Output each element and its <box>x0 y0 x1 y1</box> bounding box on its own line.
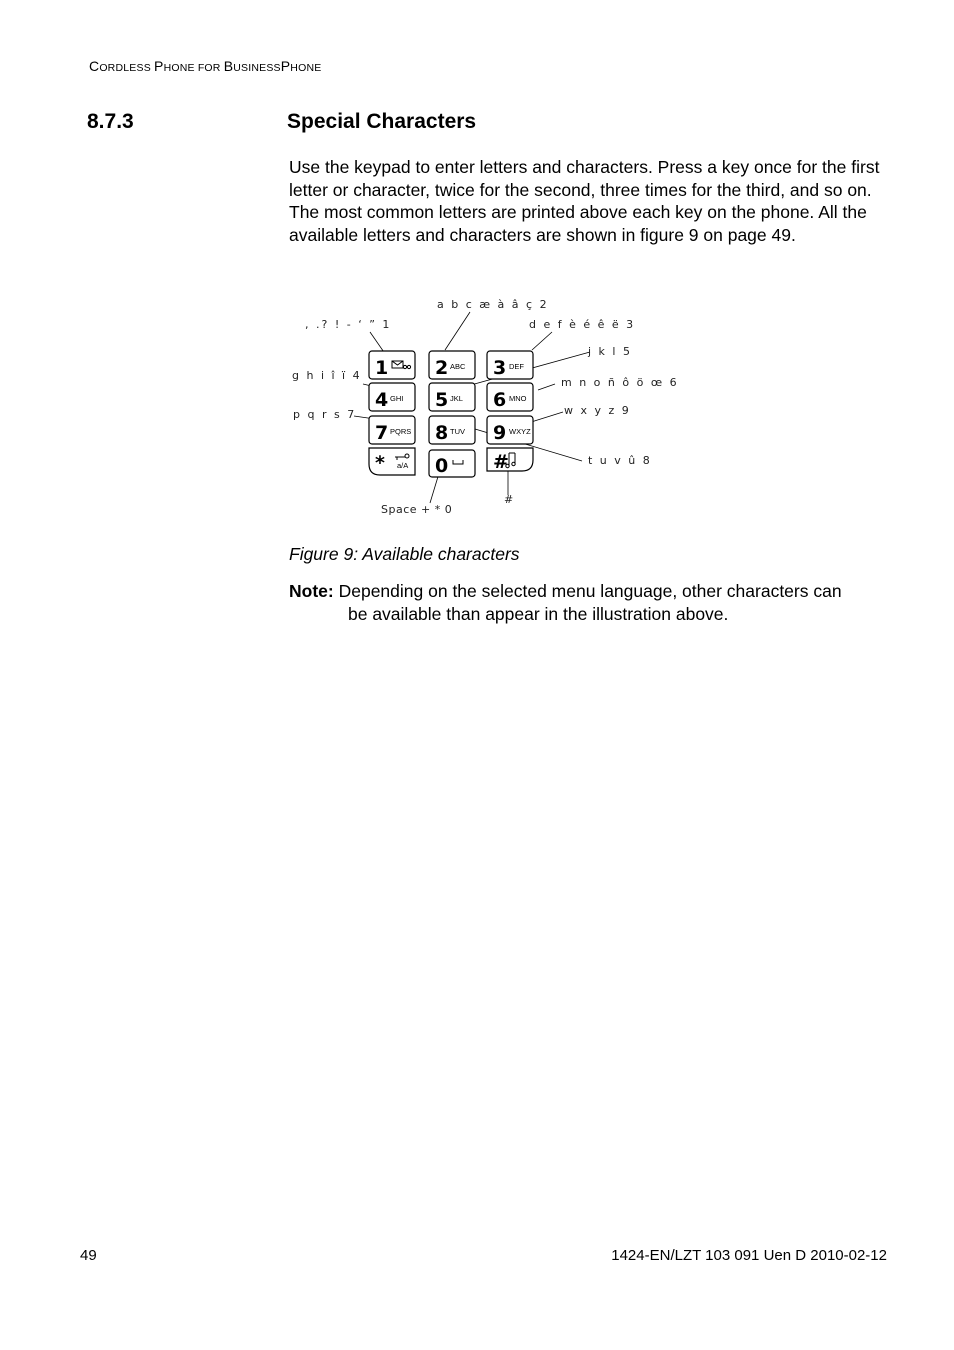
label-key-8: t u v û 8 <box>588 454 652 467</box>
body-paragraph: Use the keypad to enter letters and characters. Press a key once for the first letter or character, twice for the second, three times for the third, and so on. The most common letters are printed above each key on the phone. All the available letters and characters are shown in figure 9 on page 49. <box>289 157 880 245</box>
note-label: Note: <box>289 581 334 601</box>
key-7-letters: PQRS <box>390 427 412 436</box>
page-number: 49 <box>80 1247 97 1264</box>
label-key-0: Space + * 0 <box>381 503 453 516</box>
key-6-letters: MNO <box>509 394 527 403</box>
key-9-letters: WXYZ <box>509 427 531 436</box>
key-3-letters: DEF <box>509 362 524 371</box>
document-id: 1424-EN/LZT 103 091 Uen D 2010-02-12 <box>611 1247 887 1264</box>
keypad-figure <box>280 290 680 530</box>
section-title: Special Characters <box>287 110 477 133</box>
label-key-3: d e f è é ê ë 3 <box>529 318 636 331</box>
label-key-hash: # <box>504 493 516 506</box>
label-key-1: , .? ! - ‘ ” 1 <box>305 318 392 331</box>
label-key-2: a b c æ à â ç 2 <box>437 298 549 311</box>
key-star-letters: a/A <box>397 461 409 470</box>
note-text-line1: Depending on the selected menu language, other characters can <box>338 581 842 601</box>
key-8-letters: TUV <box>450 427 465 436</box>
key-2-digit: 2 <box>435 357 449 379</box>
key-5-letters: JKL <box>450 394 463 403</box>
running-header: CORDLESS PHONE FOR BUSINESSPHONE <box>89 58 322 74</box>
label-key-5: j k l 5 <box>588 345 632 358</box>
key-8-digit: 8 <box>435 422 449 444</box>
key-star-glyph: * <box>375 452 385 474</box>
label-key-7: p q r s 7 <box>293 408 357 421</box>
label-key-4: g h i î ï 4 <box>292 369 362 382</box>
key-4-digit: 4 <box>375 389 389 411</box>
key-5-digit: 5 <box>435 389 449 411</box>
key-0-digit: 0 <box>435 455 449 477</box>
note-block <box>289 580 904 625</box>
figure-caption: Figure 9: Available characters <box>289 544 520 564</box>
label-key-6: m n o ñ ô ö œ 6 <box>561 376 679 389</box>
key-hash-glyph: # <box>493 451 509 473</box>
key-2-letters: ABC <box>450 362 466 371</box>
key-7-digit: 7 <box>375 422 389 444</box>
key-3-digit: 3 <box>493 357 507 379</box>
key-4-letters: GHI <box>390 394 404 403</box>
key-9-digit: 9 <box>493 422 507 444</box>
key-1-digit: 1 <box>375 357 389 379</box>
note-text-line2: be available than appear in the illustration above. <box>348 603 729 624</box>
section-number: 8.7.3 <box>87 110 134 133</box>
label-key-9: w x y z 9 <box>564 404 631 417</box>
key-6-digit: 6 <box>493 389 507 411</box>
